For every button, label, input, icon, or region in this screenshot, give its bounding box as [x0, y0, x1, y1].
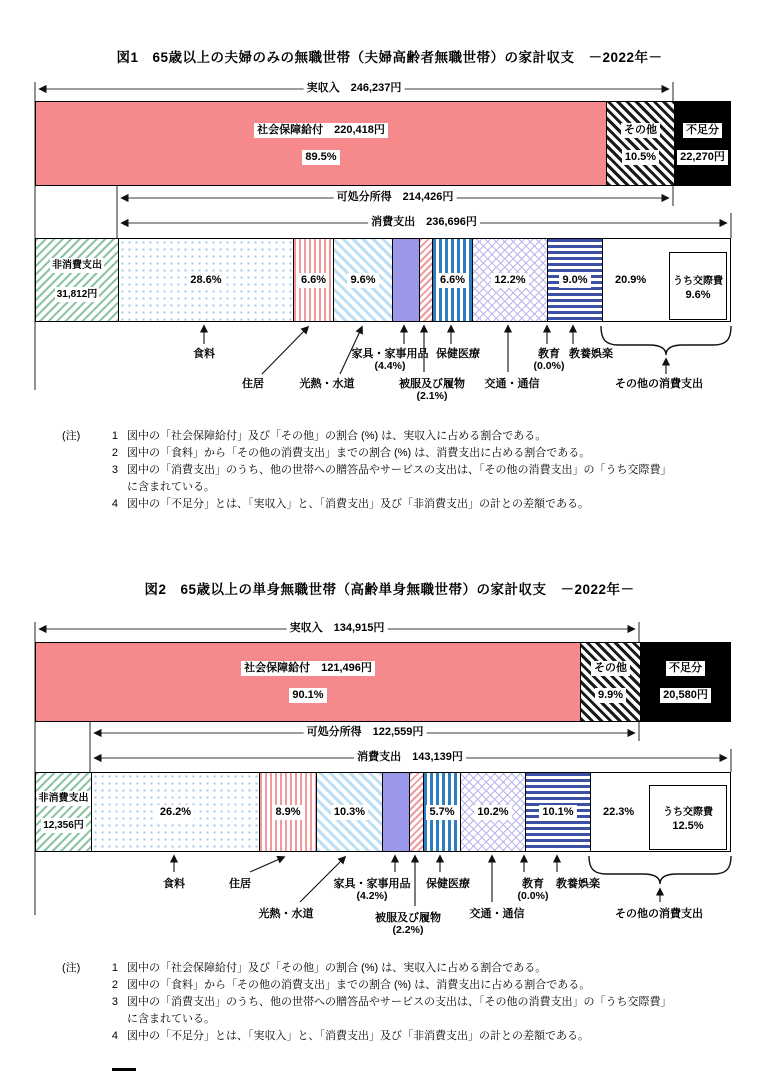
fig2-social-security-pct: 90.1% [289, 688, 326, 703]
fig2-income-bar [35, 642, 731, 722]
fig1-education-pct-label: (0.0%) [533, 360, 565, 372]
fig2-utilities-segment [316, 773, 382, 851]
fig2-culture-segment [525, 773, 590, 851]
fig2-housing-pct: 8.9% [272, 805, 303, 820]
fig1-transport-segment [472, 239, 547, 321]
fig2-deficit-label: 不足分 [666, 661, 705, 676]
fig2-utilities-pct: 10.3% [331, 805, 368, 820]
fig2-transport-pct: 10.2% [474, 805, 511, 820]
fig1-notes-mark: (注) [62, 430, 81, 442]
fig1-consumption-label: 消費支出 236,696円 [368, 215, 480, 230]
fig1-deficit-label: 不足分 [683, 123, 722, 138]
fig2-food-label: 食料 [163, 878, 185, 890]
fig1-education-label: 教育 [538, 348, 560, 360]
fig2-furniture-pct-label: (4.2%) [356, 890, 388, 902]
fig1-food-pct: 28.6% [187, 273, 224, 288]
fig1-transport-label: 交通・通信 [484, 378, 540, 390]
fig2-health-label: 保健医療 [426, 878, 470, 890]
fig1-noncons-segment [36, 239, 118, 321]
note-row: 1 図中の「社会保障給付」及び「その他」の割合 (%) は、実収入に占める割合である。 [111, 962, 547, 974]
fig2-food-segment [91, 773, 259, 851]
fig1-transport-pct: 12.2% [491, 273, 528, 288]
fig2-furniture-segment [382, 773, 409, 851]
fig2-other-consumption-pct: 22.3% [600, 805, 637, 820]
fig1-kousai-label: うち交際費 [673, 275, 723, 287]
fig2-other-income-pct: 9.9% [595, 688, 626, 703]
fig1-clothing-segment [419, 239, 432, 321]
fig2-transport-label: 交通・通信 [469, 908, 525, 920]
fig1-other-income-pct: 10.5% [622, 150, 659, 165]
fig1-deficit-segment [674, 102, 730, 185]
fig2-other-consumption-label: その他の消費支出 [615, 908, 703, 920]
note-row: 4 図中の「不足分」とは、「実収入」と、「消費支出」及び「非消費支出」の計との差額である。 [111, 1030, 589, 1042]
fig1-noncons-value: 31,812円 [56, 289, 98, 300]
fig2-deficit-value: 20,580円 [660, 688, 711, 703]
note-row: 3 図中の「消費支出」のうち、他の世帯への贈答品やサービスの支出は、「その他の消費支出」の「うち交際費」 [111, 996, 672, 1008]
fig2-income-arrow-label: 実収入 134,915円 [287, 621, 388, 636]
fig1-social-security-pct: 89.5% [302, 150, 339, 165]
note-row: 4 図中の「不足分」とは、「実収入」と、「消費支出」及び「非消費支出」の計との差額である。 [111, 498, 589, 510]
fig2-clothing-segment [409, 773, 423, 851]
note-row: 1 図中の「社会保障給付」及び「その他」の割合 (%) は、実収入に占める割合である。 [111, 430, 547, 442]
fig1-kousai-pct: 9.6% [685, 288, 711, 301]
note-row: に含まれている。 [127, 481, 215, 493]
fig1-housing-label: 住居 [242, 378, 264, 390]
fig2-noncons-label: 非消費支出 [38, 793, 89, 804]
fig1-utilities-pct: 9.6% [347, 273, 378, 288]
fig1-culture-pct: 9.0% [559, 273, 590, 288]
fig1-utilities-segment [333, 239, 392, 321]
fig1-other-brace [601, 326, 731, 355]
fig2-social-security-label: 社会保障給付 121,496円 [241, 661, 375, 676]
fig1-housing-segment [293, 239, 333, 321]
fig2-transport-segment [460, 773, 525, 851]
fig1-expenditure-bar [35, 238, 731, 322]
fig1-social-security-label: 社会保障給付 220,418円 [254, 123, 388, 138]
fig2-clothing-label: 被服及び履物 [375, 912, 441, 924]
fig1-noncons-label: 非消費支出 [52, 260, 102, 271]
fig2-other-consumption-segment [590, 773, 730, 851]
note-row: 2 図中の「食料」から「その他の消費支出」までの割合 (%) は、消費支出に占める割合である。 [111, 447, 591, 459]
fig1-other-income-label: その他 [621, 123, 660, 138]
fig2-furniture-label: 家具・家事用品 [333, 878, 411, 890]
fig1-other-consumption-segment [602, 239, 730, 321]
fig1-food-label: 食料 [193, 348, 215, 360]
fig1-furniture-label: 家具・家事用品 [351, 348, 429, 360]
fig2-kousai-label: うち交際費 [663, 807, 713, 818]
fig2-housing-label: 住居 [229, 878, 251, 890]
fig2-notes-mark: (注) [62, 962, 81, 974]
note-row: 2 図中の「食料」から「その他の消費支出」までの割合 (%) は、消費支出に占める割合である。 [111, 979, 591, 991]
fig2-culture-pct: 10.1% [539, 805, 576, 820]
fig1-housing-arrow [262, 327, 308, 374]
figure1-title: 図1 65歳以上の夫婦のみの無職世帯（夫婦高齢者無職世帯）の家計収支 －2022年－ [116, 50, 663, 65]
fig2-kousai-pct: 12.5% [672, 820, 704, 832]
fig1-social-security-segment [36, 102, 606, 185]
note-row: に含まれている。 [127, 1013, 215, 1025]
fig2-health-segment [423, 773, 460, 851]
fig2-noncons-segment [36, 773, 91, 851]
fig1-food-segment [118, 239, 293, 321]
fig2-other-income-label: その他 [591, 661, 630, 676]
fig1-other-income-segment [606, 102, 674, 185]
fig2-education-pct-label: (0.0%) [517, 890, 549, 902]
fig2-expenditure-bar [35, 772, 731, 852]
fig1-utilities-label: 光熱・水道 [299, 378, 355, 390]
fig1-clothing-label: 被服及び履物 [399, 378, 465, 390]
fig1-income-arrow-label: 実収入 246,237円 [304, 81, 405, 96]
fig2-noncons-value: 12,356円 [43, 820, 84, 831]
fig1-health-pct: 6.6% [437, 273, 468, 288]
fig2-housing-arrow [250, 857, 284, 872]
fig1-deficit-value: 22,270円 [677, 150, 728, 165]
fig2-deficit-segment [640, 643, 730, 721]
fig2-notes [62, 960, 742, 1045]
fig1-disposable-label: 可処分所得 214,426円 [334, 190, 457, 205]
note-row: 3 図中の「消費支出」のうち、他の世帯への贈答品やサービスの支出は、「その他の消費支出」の「うち交際費」 [111, 464, 672, 476]
fig1-other-consumption-pct: 20.9% [612, 273, 649, 288]
fig2-other-income-segment [580, 643, 640, 721]
fig1-other-consumption-label: その他の消費支出 [615, 378, 703, 390]
fig2-utilities-label: 光熱・水道 [258, 908, 314, 920]
fig1-health-segment [432, 239, 472, 321]
fig2-other-brace [589, 856, 731, 884]
fig1-culture-segment [547, 239, 602, 321]
fig1-housing-pct: 6.6% [298, 273, 329, 288]
fig1-income-bar [35, 101, 731, 186]
fig2-kousai-box [649, 785, 727, 850]
fig2-social-security-segment [36, 643, 580, 721]
fig2-consumption-label: 消費支出 143,139円 [354, 750, 466, 765]
fig2-health-pct: 5.7% [426, 805, 457, 820]
fig1-health-label: 保健医療 [436, 348, 480, 360]
fig2-clothing-pct-label: (2.2%) [392, 924, 424, 936]
fig2-education-label: 教育 [522, 878, 544, 890]
fig1-furniture-pct-label: (4.4%) [374, 360, 406, 372]
fig2-housing-segment [259, 773, 316, 851]
fig2-disposable-label: 可処分所得 122,559円 [304, 725, 427, 740]
fig1-furniture-segment [392, 239, 419, 321]
fig1-notes [62, 428, 742, 513]
figure2-title: 図2 65歳以上の単身無職世帯（高齢単身無職世帯）の家計収支 －2022年－ [144, 582, 635, 597]
fig1-kousai-box [669, 252, 727, 320]
fig1-clothing-pct-label: (2.1%) [416, 390, 448, 402]
fig2-culture-label: 教養娯楽 [556, 878, 600, 890]
fig1-culture-label: 教養娯楽 [569, 348, 613, 360]
fig2-food-pct: 26.2% [157, 805, 194, 820]
